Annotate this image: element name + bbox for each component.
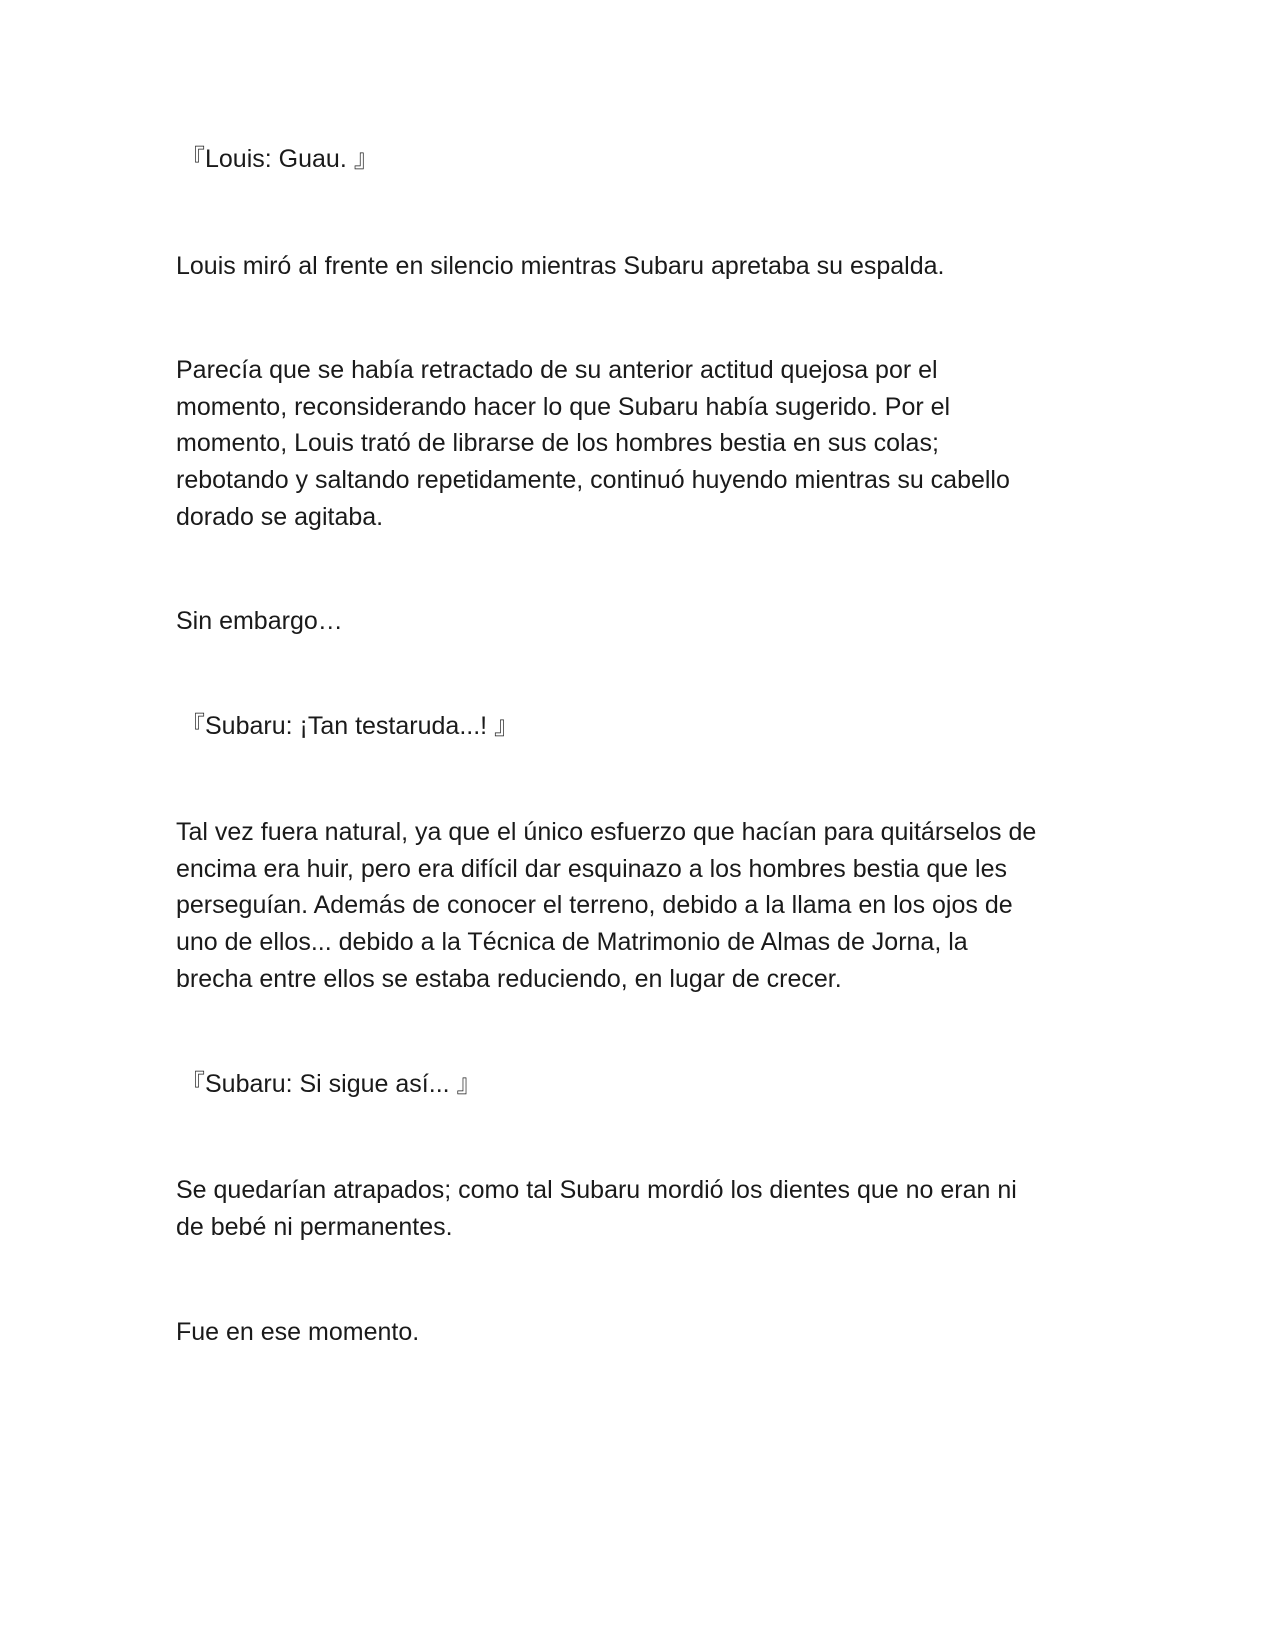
dialogue-line: 『Subaru: ¡Tan testaruda...! 』 <box>180 712 520 740</box>
dialogue-line: 『Subaru: Si sigue así... 』 <box>180 1070 482 1098</box>
paragraph-line: encima era huir, pero era difícil dar esquinazo a los hombres bestia que les <box>176 855 1008 883</box>
dialogue-line: 『Louis: Guau. 』 <box>180 145 379 173</box>
paragraph-line: de bebé ni permanentes. <box>176 1213 453 1241</box>
paragraph-line: rebotando y saltando repetidamente, continuó huyendo mientras su cabello <box>176 466 1010 494</box>
paragraph-line: momento, Louis trató de librarse de los hombres bestia en sus colas; <box>176 429 939 457</box>
paragraph-line: Sin embargo… <box>176 607 343 635</box>
paragraph-line: momento, reconsiderando hacer lo que Subaru había sugerido. Por el <box>176 393 951 421</box>
paragraph-line: Fue en ese momento. <box>176 1318 420 1346</box>
paragraph-line: dorado se agitaba. <box>176 503 384 531</box>
paragraph-line: brecha entre ellos se estaba reduciendo, en lugar de crecer. <box>176 965 842 993</box>
paragraph-line: perseguían. Además de conocer el terreno, debido a la llama en los ojos de <box>176 891 1013 919</box>
paragraph-line: uno de ellos... debido a la Técnica de Matrimonio de Almas de Jorna, la <box>176 928 968 956</box>
paragraph-line: Se quedarían atrapados; como tal Subaru mordió los dientes que no eran ni <box>176 1176 1017 1204</box>
paragraph-line: Tal vez fuera natural, ya que el único esfuerzo que hacían para quitárselos de <box>176 818 1037 846</box>
paragraph-line: Louis miró al frente en silencio mientras Subaru apretaba su espalda. <box>176 252 945 280</box>
paragraph-line: Parecía que se había retractado de su anterior actitud quejosa por el <box>176 356 938 384</box>
